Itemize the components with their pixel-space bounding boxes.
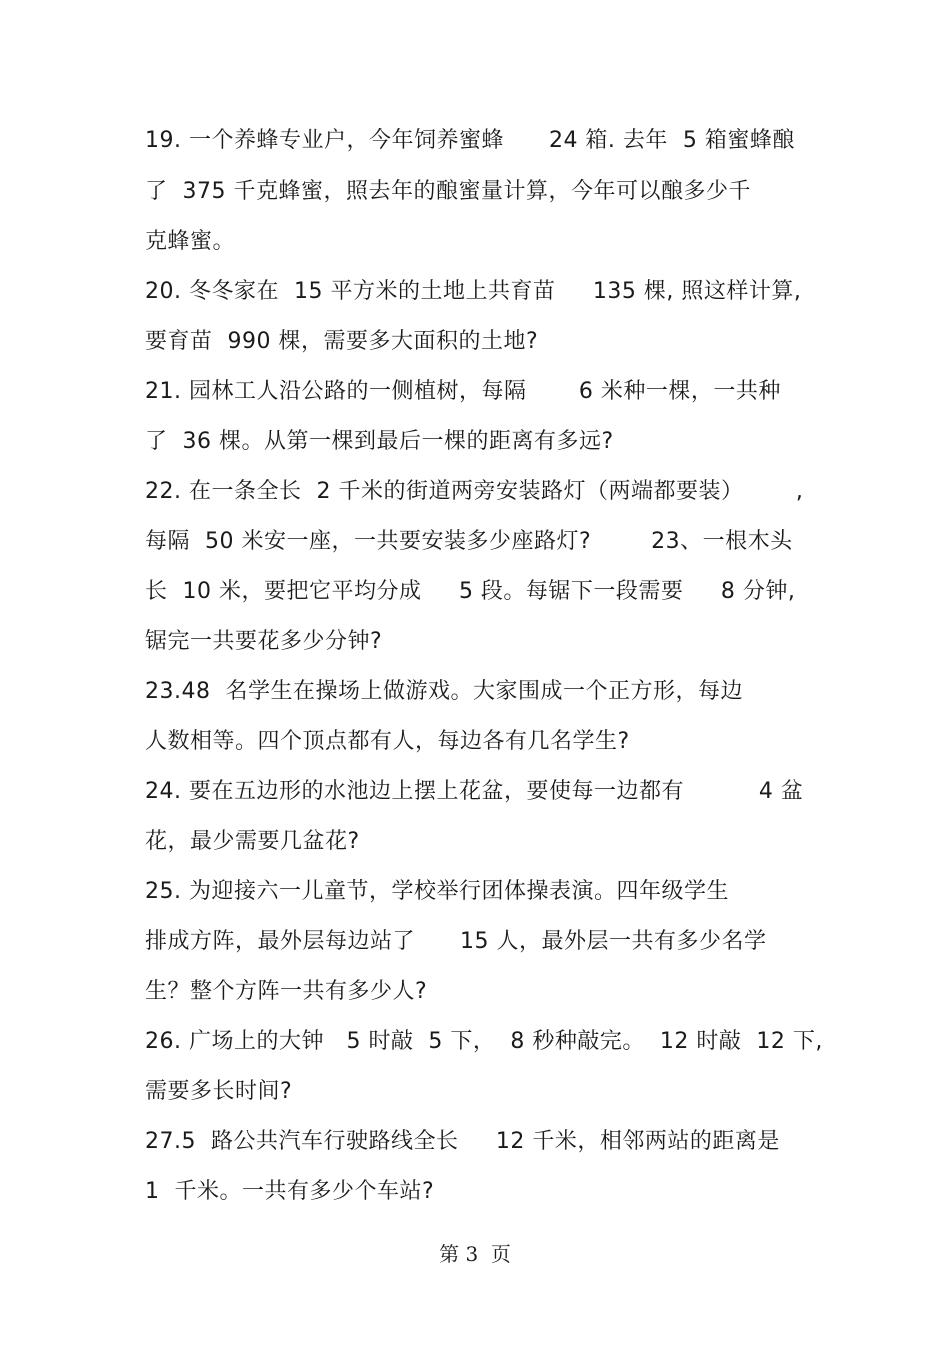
text-line: 长 10 米，要把它平均分成 5 段。每锯下一段需要 8 分钟, (145, 579, 796, 604)
text-line: 花，最少需要几盆花? (145, 829, 360, 854)
text-line: 需要多长时间? (145, 1079, 293, 1104)
text-line: 24. 要在五边形的水池边上摆上花盆，要使每一边都有 4 盆 (145, 779, 804, 804)
text-line: 25. 为迎接六一儿童节，学校举行团体操表演。四年级学生 (145, 879, 729, 904)
text-line: 19. 一个养蜂专业户，今年饲养蜜蜂 24 箱. 去年 5 箱蜜蜂酿 (145, 128, 795, 153)
text-line: 锯完一共要花多少分钟? (145, 629, 383, 654)
text-line: 1 千米。一共有多少个车站? (145, 1179, 435, 1204)
text-line: 人数相等。四个顶点都有人，每边各有几名学生? (145, 729, 630, 754)
text-line: 22. 在一条全长 2 千米的街道两旁安装路灯（两端都要装） , (145, 479, 804, 504)
text-line: 20. 冬冬家在 15 平方米的土地上共育苗 135 棵, 照这样计算, (145, 279, 802, 304)
text-line: 27.5 路公共汽车行驶路线全长 12 千米，相邻两站的距离是 (145, 1129, 780, 1154)
text-line: 每隔 50 米安一座，一共要安装多少座路灯? 23、一根木头 (145, 529, 793, 554)
text-line: 要育苗 990 棵，需要多大面积的土地? (145, 329, 539, 354)
text-line: 了 375 千克蜂蜜，照去年的酿蜜量计算，今年可以酿多少千 (145, 179, 751, 204)
page-number: 第 3 页 (439, 1242, 511, 1266)
text-line: 了 36 棵。从第一棵到最后一棵的距离有多远? (145, 429, 614, 454)
text-line: 26. 广场上的大钟 5 时敲 5 下， 8 秒种敲完。 12 时敲 12 下, (145, 1029, 823, 1054)
text-line: 克蜂蜜。 (145, 229, 236, 254)
text-line: 23.48 名学生在操场上做游戏。大家围成一个正方形，每边 (145, 679, 743, 704)
text-line: 21. 园林工人沿公路的一侧植树，每隔 6 米种一棵，一共种 (145, 379, 781, 404)
text-line: 生？整个方阵一共有多少人? (145, 979, 428, 1004)
text-line: 排成方阵，最外层每边站了 15 人，最外层一共有多少名学 (145, 929, 767, 954)
